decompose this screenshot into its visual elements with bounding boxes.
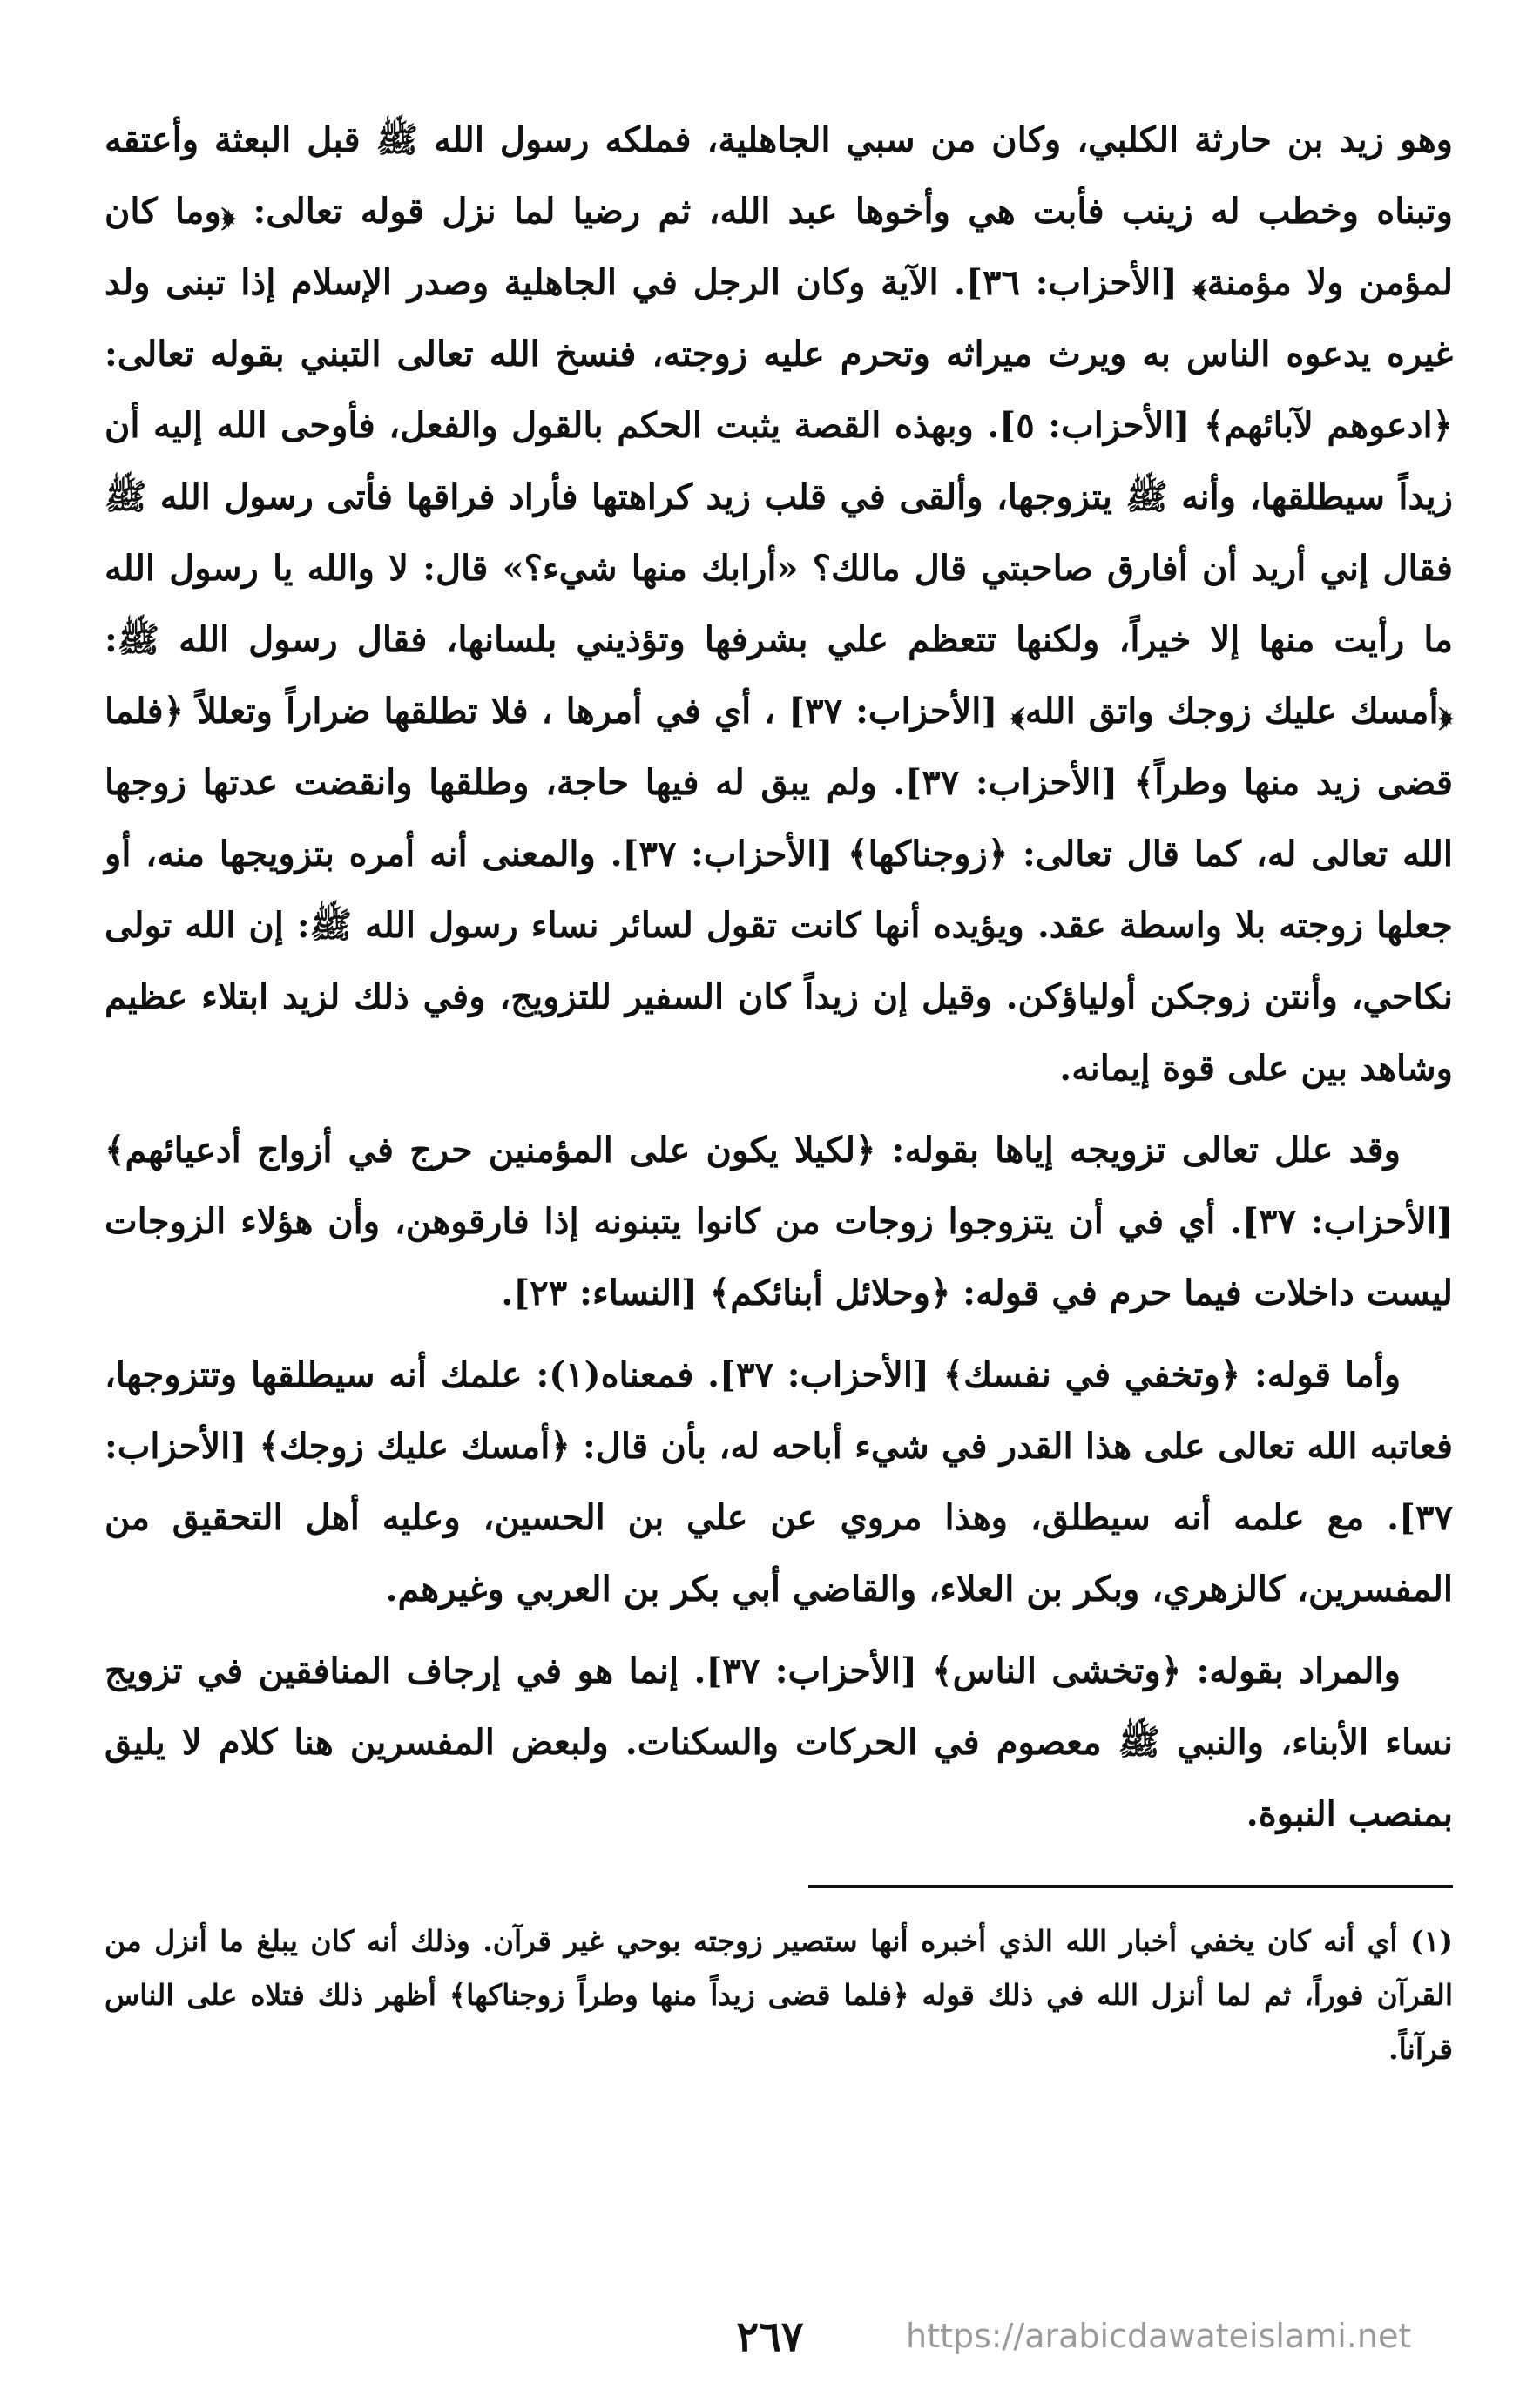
page-number: ٢٦٧	[736, 2312, 804, 2361]
paragraph-3: وأما قوله: ﴿وتخفي في نفسك﴾ [الأحزاب: ٣٧]. فمعناه(١): علمك أنه سيطلقها وتتزوجها، فعاتبه الله تعالى على هذا القدر في شيء أباحه له، بأن قال: ﴿أمسك عليك زوجك﴾ [الأحزاب: ٣٧]. مع علمه أنه سيطلق، وهذا مروي عن علي بن الحسين، وعليه أهل التحقيق من المفسرين، كالزهري، وبكر بن العلاء، والقاضي أبي بكر بن العربي وغيرهم.	[105, 1354, 1453, 1610]
watermark-url: https://arabicdawateislami.net	[906, 2317, 1412, 2355]
paragraph-2: وقد علل تعالى تزويجه إياها بقوله: ﴿لكيلا يكون على المؤمنين حرج في أزواج أدعيائهم﴾ [الأحزاب: ٣٧]. أي في أن يتزوجوا زوجات من كانوا يتبنونه إذا فارقوهن، وأن هؤلاء الزوجات ليست داخلات فيما حرم في قوله: ﴿وحلائل أبنائكم﴾ [النساء: ٢٣].	[105, 1130, 1454, 1313]
page-content	[105, 105, 1453, 2076]
paragraph-1: وهو زيد بن حارثة الكلبي، وكان من سبي الجاهلية، فملكه رسول الله ﷺ قبل البعثة وأعتقه وتبناه وخطب له زينب فأبت هي وأخوها عبد الله، ثم رضيا لما نزل قوله تعالى: ﴿وما كان لمؤمن ولا مؤمنة﴾ [الأحزاب: ٣٦]. الآية وكان الرجل في الجاهلية وصدر الإسلام إذا تبنى ولد غيره يدعوه الناس به ويرث ميراثه وتحرم عليه زوجته، فنسخ الله تعالى التبني بقوله تعالى: ﴿ادعوهم لآبائهم﴾ [الأحزاب: ٥]. وبهذه القصة يثبت الحكم بالقول والفعل، فأوحى الله إليه أن زيداً سيطلقها، وأنه ﷺ يتزوجها، وألقى في قلب زيد كراهتها فأراد فراقها فأتى رسول الله ﷺ فقال إني أريد أن أفارق صاحبتي قال مالك؟ «أرابك منها شيء؟» قال: لا والله يا رسول الله ما رأيت منها إلا خيراً، ولكنها تتعظم علي بشرفها وتؤذيني بلسانها، فقال رسول الله ﷺ: ﴿أمسك عليك زوجك واتق الله﴾ [الأحزاب: ٣٧] ، أي في أمرها ، فلا تطلقها ضراراً وتعللاً ﴿فلما قضى زيد منها وطراً﴾ [الأحزاب: ٣٧]. ولم يبق له فيها حاجة، وطلقها وانقضت عدتها زوجها الله تعالى له، كما قال تعالى: ﴿زوجناكها﴾ [الأحزاب: ٣٧]. والمعنى أنه أمره بتزويجها منه، أو جعلها زوجته بلا واسطة عقد. ويؤيده أنها كانت تقول لسائر نساء رسول الله ﷺ: إن الله تولى نكاحي، وأنتن زوجكن أولياؤكن. وقيل إن زيداً كان السفير للتزويج، وفي ذلك لزيد ابتلاء عظيم وشاهد بين على قوة إيمانه.	[105, 119, 1454, 1089]
footnote-1: (١) أي أنه كان يخفي أخبار الله الذي أخبره أنها ستصير زوجته بوحي غير قرآن. وذلك أنه كان يبلغ ما أنزل من القرآن فوراً، ثم لما أنزل الله في ذلك قوله ﴿فلما قضى زيداً منها وطراً زوجناكها﴾ أظهر ذلك فتلاه على الناس قرآناً.	[105, 1924, 1453, 2066]
paragraph-4: والمراد بقوله: ﴿وتخشى الناس﴾ [الأحزاب: ٣٧]. إنما هو في إرجاف المنافقين في تزويج نساء الأبناء، والنبي ﷺ معصوم في الحركات والسكنات. ولبعض المفسرين هنا كلام لا يليق بمنصب النبوة.	[105, 1650, 1453, 1834]
footnote-divider	[808, 1885, 1453, 1888]
